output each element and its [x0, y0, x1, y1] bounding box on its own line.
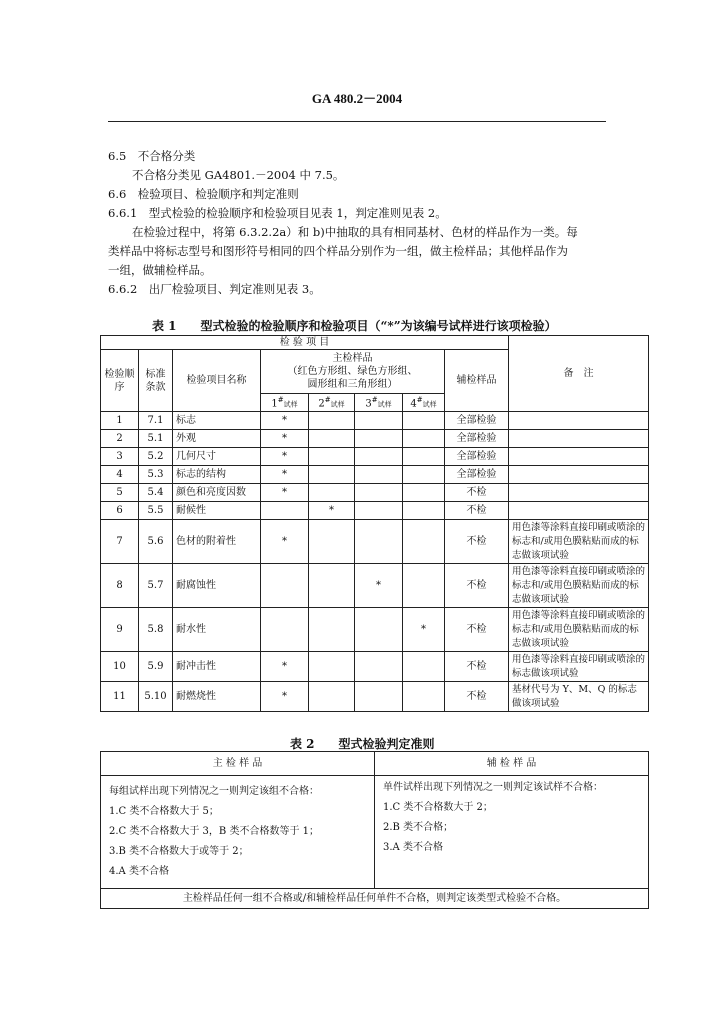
row-aux-sample: 不检 — [445, 520, 509, 564]
row-remark — [509, 430, 649, 448]
criteria-line: 1.C 类不合格数大于 2； — [383, 802, 493, 813]
row-sample-4 — [403, 448, 445, 466]
row-remark — [509, 448, 649, 466]
row-aux-sample: 不检 — [445, 564, 509, 608]
row-sample-2 — [309, 564, 355, 608]
table1-header-aux: 辅检样品 — [445, 350, 509, 412]
row-order: 1 — [101, 412, 139, 430]
row-sample-2 — [309, 682, 355, 712]
row-sample-2 — [309, 652, 355, 682]
table-row — [101, 430, 649, 448]
table-row — [101, 652, 649, 682]
row-aux-sample: 不检 — [445, 502, 509, 520]
table-row — [101, 682, 649, 712]
row-item-name: 外观 — [173, 430, 261, 448]
row-aux-sample: 全部检验 — [445, 430, 509, 448]
row-item-name: 耐候性 — [173, 502, 261, 520]
criteria-line: 2.C 类不合格数大于 3，B 类不合格数等于 1； — [109, 826, 319, 837]
row-remark — [509, 412, 649, 430]
table1-header-remark: 备 注 — [509, 336, 649, 412]
row-sample-2 — [309, 608, 355, 652]
row-aux-sample: 全部检验 — [445, 448, 509, 466]
row-clause: 5.8 — [139, 608, 173, 652]
row-sample-2 — [309, 430, 355, 448]
paragraph: 不合格分类见 GA4801.－2004 中 7.5。 — [132, 168, 345, 182]
row-remark — [509, 466, 649, 484]
row-clause: 5.7 — [139, 564, 173, 608]
table2-main-criteria — [101, 776, 375, 889]
table-row — [101, 502, 649, 520]
criteria-line: 3.B 类不合格数大于或等于 2； — [109, 846, 249, 857]
row-sample-1 — [261, 608, 309, 652]
row-sample-3 — [355, 682, 403, 712]
row-clause: 5.4 — [139, 484, 173, 502]
row-aux-sample: 全部检验 — [445, 466, 509, 484]
table1-caption: 表 1 型式检验的检验顺序和检验项目（“*”为该编号试样进行该项检验） — [152, 319, 557, 333]
row-aux-sample: 不检 — [445, 652, 509, 682]
row-remark — [509, 502, 649, 520]
header-rule — [108, 121, 606, 122]
criteria-line: 单件试样出现下列情况之一则判定该试样不合格： — [383, 782, 603, 793]
row-sample-2: * — [309, 502, 355, 520]
row-aux-sample: 不检 — [445, 608, 509, 652]
table-row — [101, 520, 649, 564]
table2-header-main: 主 检 样 品 — [101, 752, 375, 776]
table1-header-name: 检验项目名称 — [173, 350, 261, 412]
row-sample-3 — [355, 412, 403, 430]
row-order: 4 — [101, 466, 139, 484]
table1-header-main-title: 主检样品 — [332, 353, 373, 364]
row-remark: 用色漆等涂料直接印刷或喷涂的标志和/或用色膜粘贴而成的标志做该项试验 — [509, 520, 649, 564]
paragraph: 在检验过程中，将第 6.3.2.2a）和 b)中抽取的具有相同基材、色材的样品作为一类。每 — [132, 225, 578, 239]
table-row — [101, 412, 649, 430]
body-text — [108, 147, 618, 299]
section-6-6-2-heading: 6.6.2 出厂检验项目、判定准则见表 3。 — [108, 282, 321, 296]
row-clause: 7.1 — [139, 412, 173, 430]
row-sample-3 — [355, 608, 403, 652]
row-sample-3 — [355, 502, 403, 520]
row-sample-3 — [355, 652, 403, 682]
row-order: 3 — [101, 448, 139, 466]
row-sample-4 — [403, 564, 445, 608]
row-sample-1: * — [261, 682, 309, 712]
row-clause: 5.1 — [139, 430, 173, 448]
row-order: 2 — [101, 430, 139, 448]
row-item-name: 标志 — [173, 412, 261, 430]
table1-header-main — [261, 350, 445, 394]
row-clause: 5.2 — [139, 448, 173, 466]
row-clause: 5.5 — [139, 502, 173, 520]
table1-header-main-sub2: 圆形组和三角形组） — [307, 379, 398, 390]
row-item-name: 耐冲击性 — [173, 652, 261, 682]
row-sample-4 — [403, 412, 445, 430]
table1-header-sample-4: 4#试样 — [403, 394, 445, 412]
row-item-name: 色材的附着性 — [173, 520, 261, 564]
criteria-line: 2.B 类不合格； — [383, 822, 454, 833]
table1 — [100, 335, 649, 712]
row-clause: 5.3 — [139, 466, 173, 484]
row-sample-3 — [355, 484, 403, 502]
row-sample-1: * — [261, 430, 309, 448]
row-sample-2 — [309, 448, 355, 466]
table2-header-aux: 辅 检 样 品 — [375, 752, 649, 776]
row-item-name: 颜色和亮度因数 — [173, 484, 261, 502]
row-sample-2 — [309, 520, 355, 564]
page-header-title: GA 480.2－2004 — [311, 91, 403, 106]
row-order: 11 — [101, 682, 139, 712]
row-item-name: 耐腐蚀性 — [173, 564, 261, 608]
row-sample-1: * — [261, 484, 309, 502]
row-sample-1: * — [261, 652, 309, 682]
table2-aux-criteria — [375, 776, 649, 889]
row-remark: 用色漆等涂料直接印刷或喷涂的标志做该项试验 — [509, 652, 649, 682]
table1-header-main-sub1: （红色方形组、绿色方形组、 — [287, 366, 418, 377]
row-sample-1 — [261, 502, 309, 520]
section-6-6-heading: 6.6 检验项目、检验顺序和判定准则 — [108, 187, 299, 201]
table-row — [101, 466, 649, 484]
table-row — [101, 564, 649, 608]
row-clause: 5.10 — [139, 682, 173, 712]
row-sample-4 — [403, 652, 445, 682]
row-sample-2 — [309, 412, 355, 430]
row-sample-3: * — [355, 564, 403, 608]
row-sample-1: * — [261, 520, 309, 564]
row-clause: 5.9 — [139, 652, 173, 682]
row-aux-sample: 不检 — [445, 484, 509, 502]
paragraph: 一组，做辅检样品。 — [108, 263, 212, 277]
row-order: 8 — [101, 564, 139, 608]
row-sample-2 — [309, 484, 355, 502]
row-sample-4: * — [403, 608, 445, 652]
table2-footer: 主检样品任何一组不合格或/和辅检样品任何单件不合格，则判定该类型式检验不合格。 — [101, 889, 649, 909]
criteria-line: 每组试样出现下列情况之一则判定该组不合格： — [109, 786, 319, 797]
row-clause: 5.6 — [139, 520, 173, 564]
row-order: 7 — [101, 520, 139, 564]
row-aux-sample: 全部检验 — [445, 412, 509, 430]
paragraph: 类样品中将标志型号和图形符号相同的四个样品分别作为一组，做主检样品；其他样品作为 — [108, 244, 568, 258]
row-order: 10 — [101, 652, 139, 682]
row-sample-1: * — [261, 466, 309, 484]
row-remark — [509, 484, 649, 502]
criteria-line: 3.A 类不合格 — [383, 842, 443, 853]
row-sample-3 — [355, 466, 403, 484]
row-sample-1 — [261, 564, 309, 608]
section-6-5-heading: 6.5 不合格分类 — [108, 149, 196, 163]
criteria-line: 1.C 类不合格数大于 5； — [109, 806, 219, 817]
row-order: 6 — [101, 502, 139, 520]
table1-header-sample-2: 2#试样 — [309, 394, 355, 412]
table-row — [101, 448, 649, 466]
row-order: 5 — [101, 484, 139, 502]
row-remark: 用色漆等涂料直接印刷或喷涂的标志和/或用色膜粘贴而成的标志做该项试验 — [509, 564, 649, 608]
criteria-line: 4.A 类不合格 — [109, 866, 169, 877]
row-sample-4 — [403, 430, 445, 448]
table1-header-order: 检验顺序 — [101, 350, 139, 412]
row-remark: 基材代号为 Y、M、Q 的标志做该项试验 — [509, 682, 649, 712]
table1-header-sample-1: 1#试样 — [261, 394, 309, 412]
row-remark: 用色漆等涂料直接印刷或喷涂的标志和/或用色膜粘贴而成的标志做该项试验 — [509, 608, 649, 652]
row-sample-4 — [403, 682, 445, 712]
row-sample-4 — [403, 502, 445, 520]
table1-header-items: 检 验 项 目 — [101, 336, 509, 350]
row-item-name: 几何尺寸 — [173, 448, 261, 466]
table1-header-clause: 标准条款 — [139, 350, 173, 412]
row-sample-4 — [403, 466, 445, 484]
row-sample-3 — [355, 520, 403, 564]
row-sample-4 — [403, 520, 445, 564]
section-6-6-1-heading: 6.6.1 型式检验的检验顺序和检验项目见表 1，判定准则见表 2。 — [108, 206, 447, 220]
row-order: 9 — [101, 608, 139, 652]
row-sample-4 — [403, 484, 445, 502]
row-sample-3 — [355, 448, 403, 466]
table-row — [101, 608, 649, 652]
row-sample-1: * — [261, 448, 309, 466]
table-row — [101, 484, 649, 502]
table2 — [100, 751, 649, 909]
row-sample-1: * — [261, 412, 309, 430]
row-sample-2 — [309, 466, 355, 484]
table1-header-sample-3: 3#试样 — [355, 394, 403, 412]
row-sample-3 — [355, 430, 403, 448]
row-item-name: 耐水性 — [173, 608, 261, 652]
table2-caption: 表 2 型式检验判定准则 — [290, 737, 435, 751]
row-item-name: 耐燃烧性 — [173, 682, 261, 712]
row-item-name: 标志的结构 — [173, 466, 261, 484]
row-aux-sample: 不检 — [445, 682, 509, 712]
